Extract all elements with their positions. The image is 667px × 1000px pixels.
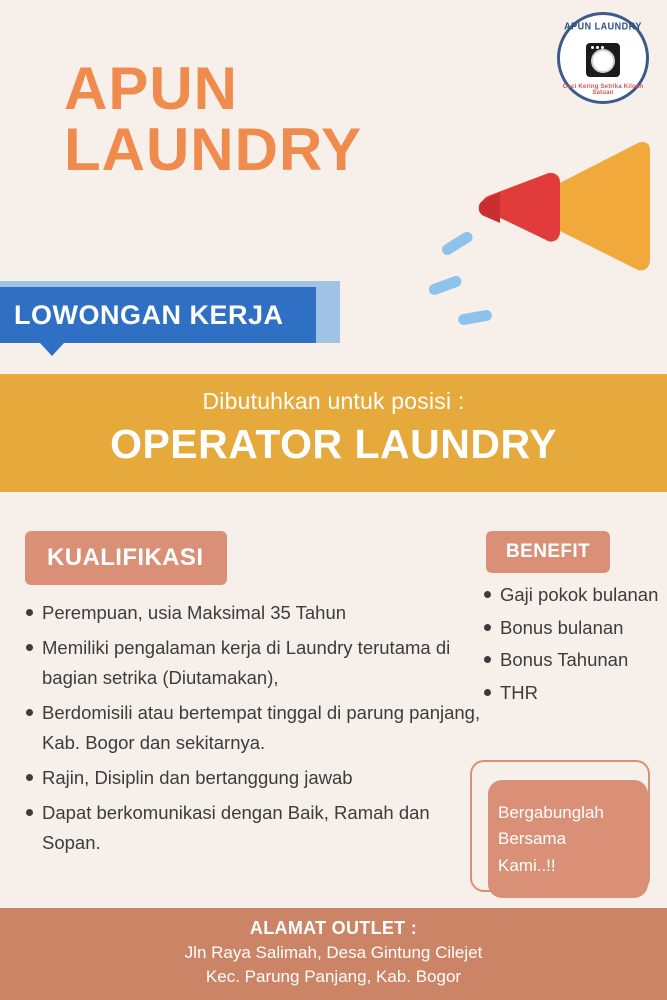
list-item: Gaji pokok bulanan	[500, 580, 667, 610]
position-band	[0, 374, 667, 492]
machine-door	[591, 49, 615, 73]
logo-top-text: APUN LAUNDRY	[564, 20, 642, 32]
list-item: Memiliki pengalaman kerja di Laundry terutama di bagian setrika (Diutamakan),	[42, 633, 492, 693]
title-line-1: APUN	[64, 55, 239, 122]
list-item: Berdomisili atau bertempat tinggal di parung panjang, Kab. Bogor dan sekitarnya.	[42, 698, 492, 758]
address-footer	[0, 908, 667, 1000]
footer-address-line-2: Kec. Parung Panjang, Kab. Bogor	[205, 967, 462, 986]
list-item: Bonus bulanan	[500, 613, 667, 643]
list-item: Rajin, Disiplin dan bertanggung jawab	[42, 763, 492, 793]
washing-machine-icon	[586, 43, 620, 77]
footer-address-line-1: Jln Raya Salimah, Desa Gintung Cilejet	[184, 943, 483, 962]
ribbon-notch	[40, 343, 64, 356]
qualification-list	[18, 598, 492, 863]
benefit-heading: BENEFIT	[486, 531, 610, 573]
benefit-list	[478, 580, 667, 710]
list-item: THR	[500, 678, 667, 708]
join-line-2: Bersama	[498, 829, 567, 849]
list-item: Perempuan, usia Maksimal 35 Tahun	[42, 598, 492, 628]
join-line-3: Kami..!!	[498, 855, 556, 875]
qualification-heading: KUALIFIKASI	[25, 531, 227, 585]
logo-bottom-text: Cuci Kering Setrika Kiloan Satuan	[562, 84, 644, 96]
join-box	[488, 780, 648, 898]
footer-title: ALAMAT OUTLET :	[249, 918, 418, 938]
page-title	[64, 55, 363, 184]
ribbon-label: LOWONGAN KERJA	[14, 299, 284, 330]
band-subtitle: Dibutuhkan untuk posisi :	[202, 388, 465, 414]
megaphone-icon	[400, 130, 660, 370]
list-item: Bonus Tahunan	[500, 645, 667, 675]
vacancy-ribbon	[0, 281, 340, 353]
title-line-2: LAUNDRY	[64, 116, 363, 184]
list-item: Dapat berkomunikasi dengan Baik, Ramah dan Sopan.	[42, 798, 492, 858]
company-logo	[557, 12, 649, 104]
ribbon-front	[0, 287, 316, 343]
band-position: OPERATOR LAUNDRY	[110, 421, 557, 467]
join-line-1: Bergabunglah	[498, 803, 604, 822]
